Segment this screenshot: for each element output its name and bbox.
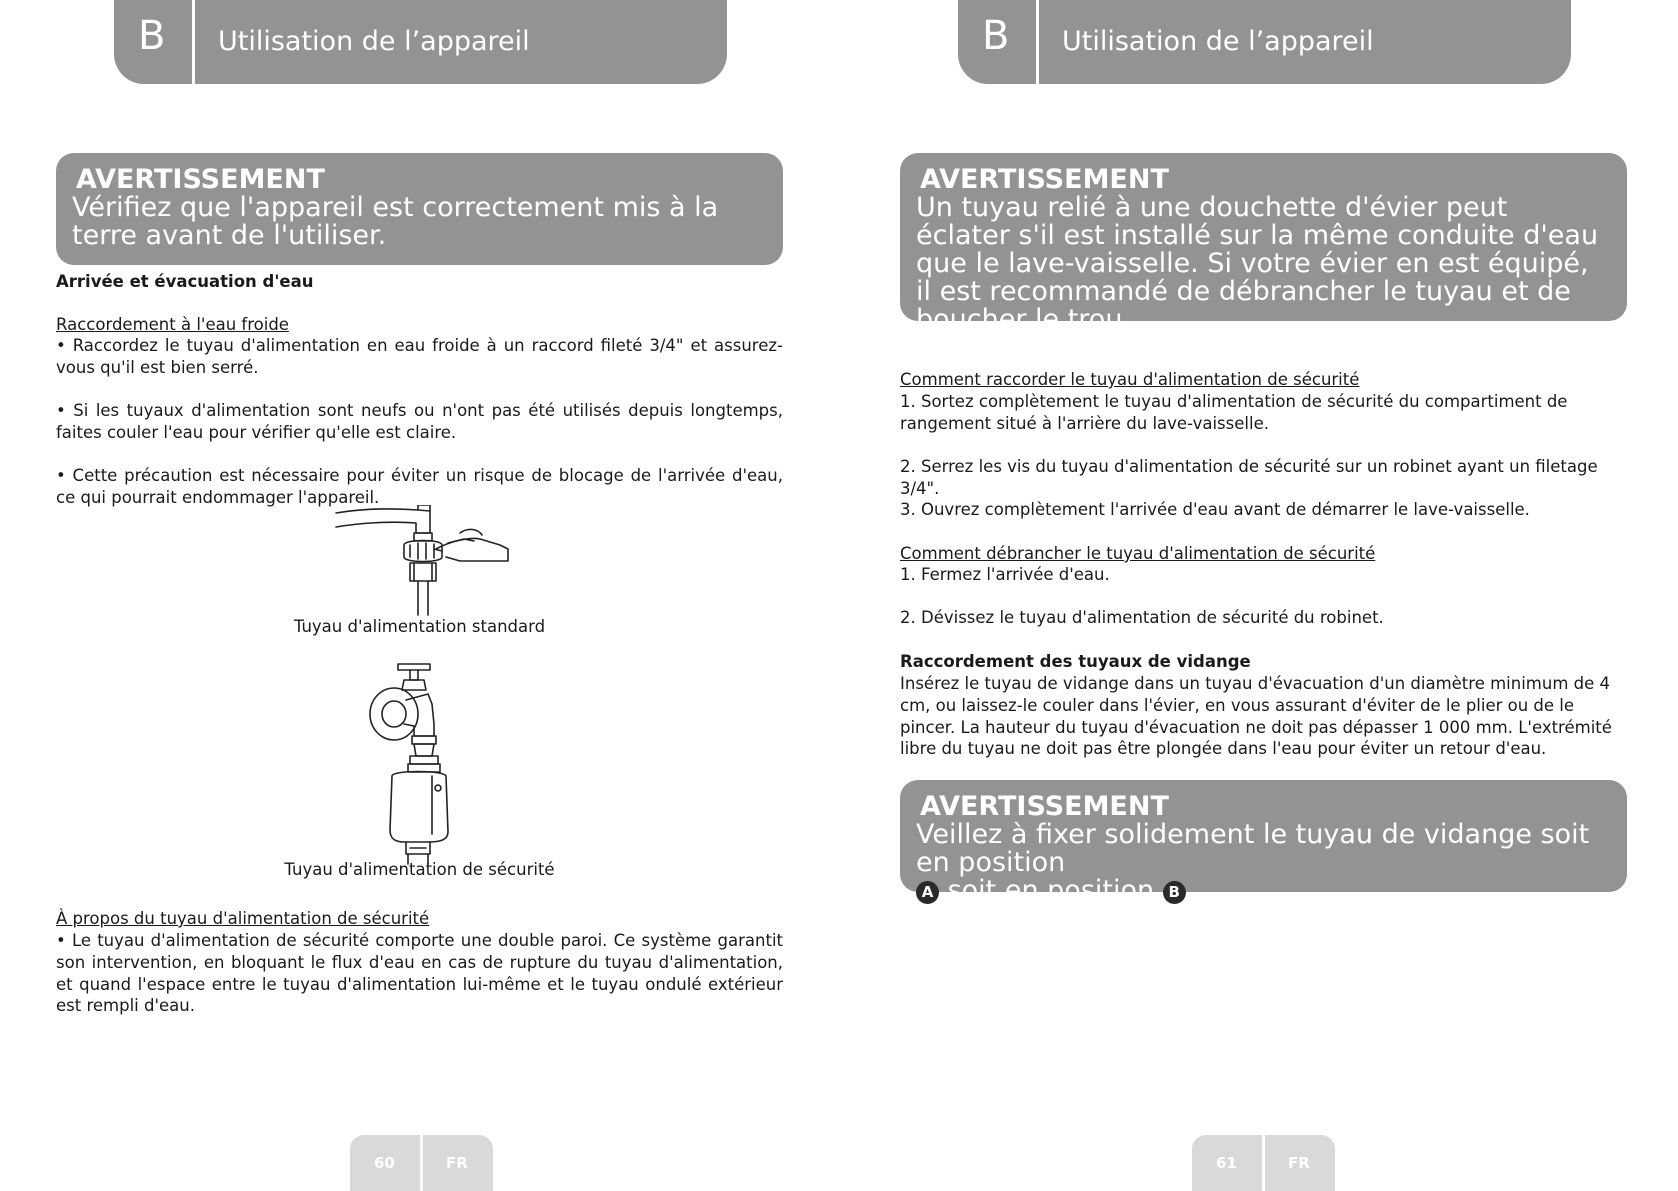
right-page xyxy=(839,0,1678,1191)
warning-body xyxy=(916,821,1609,905)
safety-hose-caption: Tuyau d'alimentation de sécurité xyxy=(284,860,555,879)
warning-body-part-2: soit en position xyxy=(947,875,1155,906)
connect-step-3: 3. Ouvrez complètement l'arrivée d'eau avant de démarrer le lave-vaisselle. xyxy=(900,500,1530,519)
warning-title: AVERTISSEMENT xyxy=(920,164,1169,195)
footer-divider xyxy=(1262,1135,1265,1191)
page-footer xyxy=(1192,1135,1335,1191)
page-number: 60 xyxy=(374,1154,395,1172)
standard-hose-caption: Tuyau d'alimentation standard xyxy=(293,617,546,636)
warning-body-part-1: Veillez à fixer solidement le tuyau de vidange soit en position xyxy=(916,819,1590,878)
warning-title: AVERTISSEMENT xyxy=(76,164,325,195)
header-divider xyxy=(1036,0,1039,84)
connect-step-1: 1. Sortez complètement le tuyau d'alimentation de sécurité du compartiment de rangement situé à l'arrière du lave-vaisselle. xyxy=(900,392,1568,433)
page-number: 61 xyxy=(1216,1154,1237,1172)
section-title: Arrivée et évacuation d'eau xyxy=(56,272,314,291)
connect-step-2: 2. Serrez les vis du tuyau d'alimentation de sécurité sur un robinet ayant un filetage 3/4". xyxy=(900,457,1598,498)
chapter-title: Utilisation de l’appareil xyxy=(218,26,530,57)
cold-water-heading: Raccordement à l'eau froide xyxy=(56,315,289,334)
chapter-letter: B xyxy=(982,13,1010,59)
cold-water-paragraph-3: • Cette précaution est nécessaire pour éviter un risque de blocage de l'arrivée d'eau, ce qui pourrait endommager l'appareil. xyxy=(56,466,783,507)
warning-box-grounding xyxy=(56,153,783,265)
language-code: FR xyxy=(1288,1154,1310,1172)
safety-hose-illustration xyxy=(368,660,478,865)
warning-box-sprayer xyxy=(900,153,1627,335)
disconnect-step-2: 2. Dévissez le tuyau d'alimentation de sécurité du robinet. xyxy=(900,608,1384,627)
page-footer xyxy=(350,1135,493,1191)
chapter-header xyxy=(114,0,727,84)
standard-hose-illustration xyxy=(330,505,512,620)
drain-heading: Raccordement des tuyaux de vidange xyxy=(900,652,1251,671)
drain-paragraph: Insérez le tuyau de vidange dans un tuyau d'évacuation d'un diamètre minimum de 4 cm, ou laissez-le couler dans l'évier, en vous assurant d'éviter de le plier ou de le pincer. La hauteur du tuyau d'évacuation ne doit pas dépasser 1 000 mm. L'extrémité libre du tuyau ne doit pas être plongée dans l'eau pour éviter un retour d'eau. xyxy=(900,674,1612,759)
chapter-title: Utilisation de l’appareil xyxy=(1062,26,1374,57)
header-divider xyxy=(192,0,195,84)
cold-water-paragraph-2: • Si les tuyaux d'alimentation sont neufs ou n'ont pas été utilisés depuis longtemps, faites couler l'eau pour vérifier qu'elle est claire. xyxy=(56,401,783,442)
disconnect-heading: Comment débrancher le tuyau d'alimentation de sécurité xyxy=(900,544,1376,563)
about-safety-hose-paragraph: • Le tuyau d'alimentation de sécurité comporte une double paroi. Ce système garantit son intervention, en bloquant le flux d'eau en cas de rupture du tuyau d'alimentation, et quand l'espace entre le tuyau d'alimentation lui-même et le tuyau ondulé extérieur est rempli d'eau. xyxy=(56,931,783,1016)
position-a-marker: A xyxy=(916,881,939,904)
warning-title: AVERTISSEMENT xyxy=(920,791,1169,822)
warning-body: Un tuyau relié à une douchette d'évier peut éclater s'il est installé sur la même conduite d'eau que le lave-vaisselle. Si votre évier en est équipé, il est recommandé de débrancher le tuyau et de boucher le trou. xyxy=(916,192,1599,335)
warning-box-drain xyxy=(900,780,1627,906)
disconnect-step-1: 1. Fermez l'arrivée d'eau. xyxy=(900,565,1110,584)
warning-body: Vérifiez que l'appareil est correctement mis à la terre avant de l'utiliser. xyxy=(72,192,719,251)
cold-water-paragraph-1: • Raccordez le tuyau d'alimentation en eau froide à un raccord fileté 3/4" et assurez-vous qu'il est bien serré. xyxy=(56,336,783,377)
about-safety-hose-heading: À propos du tuyau d'alimentation de sécurité xyxy=(56,909,430,928)
position-b-marker: B xyxy=(1163,881,1186,904)
chapter-letter: B xyxy=(138,13,166,59)
connect-heading: Comment raccorder le tuyau d'alimentation de sécurité xyxy=(900,370,1360,389)
chapter-header xyxy=(958,0,1571,84)
footer-divider xyxy=(420,1135,423,1191)
language-code: FR xyxy=(446,1154,468,1172)
